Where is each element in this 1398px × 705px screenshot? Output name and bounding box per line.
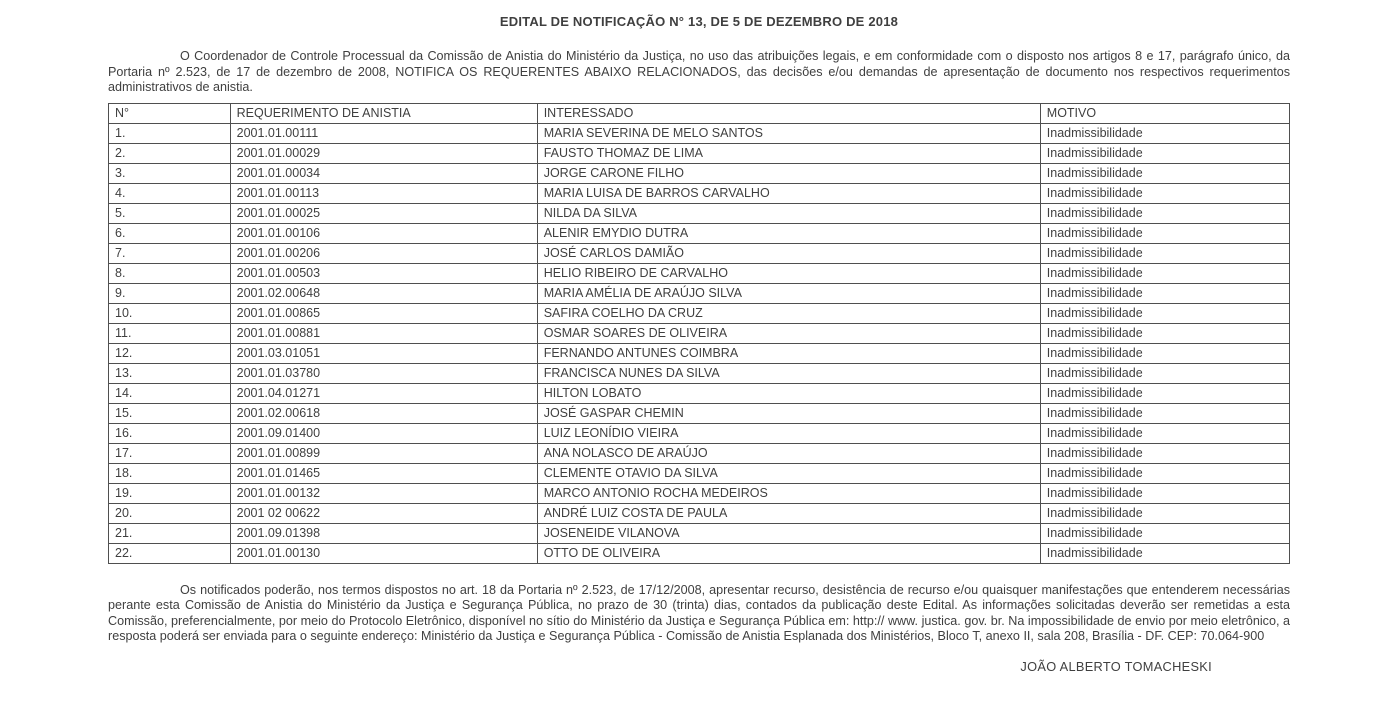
table-cell: 2001.01.01465 <box>230 463 537 483</box>
table-cell: Inadmissibilidade <box>1040 243 1289 263</box>
table-cell: 20. <box>109 503 231 523</box>
table-cell: 2001.01.03780 <box>230 363 537 383</box>
page-title: EDITAL DE NOTIFICAÇÃO N° 13, DE 5 DE DEZEMBRO DE 2018 <box>499 14 899 29</box>
table-row <box>109 183 1290 203</box>
table-row <box>109 323 1290 343</box>
table-cell: Inadmissibilidade <box>1040 383 1289 403</box>
table-row <box>109 463 1290 483</box>
table-cell: Inadmissibilidade <box>1040 343 1289 363</box>
table-cell: Inadmissibilidade <box>1040 463 1289 483</box>
table-cell: 11. <box>109 323 231 343</box>
table-cell: 3. <box>109 163 231 183</box>
table-cell: Inadmissibilidade <box>1040 183 1289 203</box>
table-row <box>109 263 1290 283</box>
table-cell: Inadmissibilidade <box>1040 503 1289 523</box>
table-row <box>109 423 1290 443</box>
table-cell: 21. <box>109 523 231 543</box>
table-cell: 14. <box>109 383 231 403</box>
table-row <box>109 143 1290 163</box>
table-cell: 4. <box>109 183 231 203</box>
closing-paragraph: Os notificados poderão, nos termos dispostos no art. 18 da Portaria nº 2.523, de 17/12/2008, apresentar recurso, desistência de recurso e/ou quaisquer manifestações que entenderem necessárias perante esta Comissão de Anistia do Ministério da Justiça e Segurança Pública, no prazo de 30 (trinta) dias, contados da publicação deste Edital. As informações solicitadas deverão ser remetidas a esta Comissão, preferencialmente, por meio do Protocolo Eletrônico, disponível no sítio do Ministério da Justiça e Segurança Pública em: http:// www. justica. gov. br. Na impossibilidade de envio por meio eletrônico, a resposta poderá ser enviada para o seguinte endereço: Ministério da Justiça e Segurança Pública - Comissão de Anistia Esplanada dos Ministérios, Bloco T, anexo II, sala 208, Brasília - DF. CEP: 70.064-900 <box>108 582 1290 643</box>
table-cell: 2001.09.01398 <box>230 523 537 543</box>
table-cell: Inadmissibilidade <box>1040 363 1289 383</box>
table-cell: 13. <box>109 363 231 383</box>
table-cell: 2001.01.00029 <box>230 143 537 163</box>
table-row <box>109 283 1290 303</box>
table-cell: 12. <box>109 343 231 363</box>
table-row <box>109 163 1290 183</box>
table-cell: 19. <box>109 483 231 503</box>
table-row <box>109 503 1290 523</box>
notification-table <box>108 103 1290 564</box>
table-cell: 2001.01.00206 <box>230 243 537 263</box>
table-cell: ANA NOLASCO DE ARAÚJO <box>537 443 1040 463</box>
table-cell: Inadmissibilidade <box>1040 283 1289 303</box>
table-row <box>109 223 1290 243</box>
table-cell: 2001.01.00106 <box>230 223 537 243</box>
table-cell: Inadmissibilidade <box>1040 523 1289 543</box>
table-row <box>109 123 1290 143</box>
table-cell: 2001.01.00132 <box>230 483 537 503</box>
table-row <box>109 483 1290 503</box>
table-cell: 16. <box>109 423 231 443</box>
table-cell: 2001 02 00622 <box>230 503 537 523</box>
table-cell: 2001.02.00618 <box>230 403 537 423</box>
table-cell: 5. <box>109 203 231 223</box>
table-cell: MARIA AMÉLIA DE ARAÚJO SILVA <box>537 283 1040 303</box>
column-header-interessado: INTERESSADO <box>537 103 1040 123</box>
column-header-requerimento: REQUERIMENTO DE ANISTIA <box>230 103 537 123</box>
table-cell: Inadmissibilidade <box>1040 443 1289 463</box>
table-cell: 2001.03.01051 <box>230 343 537 363</box>
signature-name: JOÃO ALBERTO TOMACHESKI <box>1020 658 1212 674</box>
table-cell: Inadmissibilidade <box>1040 203 1289 223</box>
table-cell: MARIA SEVERINA DE MELO SANTOS <box>537 123 1040 143</box>
table-cell: 2001.01.00025 <box>230 203 537 223</box>
table-row <box>109 543 1290 563</box>
table-cell: 8. <box>109 263 231 283</box>
table-cell: 22. <box>109 543 231 563</box>
table-cell: 2001.01.00130 <box>230 543 537 563</box>
table-row <box>109 303 1290 323</box>
table-cell: 2001.01.00111 <box>230 123 537 143</box>
table-row <box>109 363 1290 383</box>
table-cell: 9. <box>109 283 231 303</box>
table-cell: SAFIRA COELHO DA CRUZ <box>537 303 1040 323</box>
table-cell: HILTON LOBATO <box>537 383 1040 403</box>
table-cell: MARCO ANTONIO ROCHA MEDEIROS <box>537 483 1040 503</box>
table-cell: HELIO RIBEIRO DE CARVALHO <box>537 263 1040 283</box>
table-cell: MARIA LUISA DE BARROS CARVALHO <box>537 183 1040 203</box>
table-cell: NILDA DA SILVA <box>537 203 1040 223</box>
table-cell: FAUSTO THOMAZ DE LIMA <box>537 143 1040 163</box>
table-cell: FRANCISCA NUNES DA SILVA <box>537 363 1040 383</box>
table-cell: 2001.01.00865 <box>230 303 537 323</box>
table-cell: 2001.04.01271 <box>230 383 537 403</box>
table-cell: 2001.01.00034 <box>230 163 537 183</box>
table-cell: 2001.01.00881 <box>230 323 537 343</box>
table-cell: 1. <box>109 123 231 143</box>
intro-paragraph: O Coordenador de Controle Processual da Comissão de Anistia do Ministério da Justiça, no uso das atribuições legais, e em conformidade com o disposto nos artigos 8 e 17, parágrafo único, da Portaria nº 2.523, de 17 de dezembro de 2008, NOTIFICA OS REQUERENTES ABAIXO RELACIONADOS, das decisões e/ou demandas de apresentação de documento nos respectivos requerimentos administrativos de anistia. <box>108 49 1290 94</box>
table-cell: LUIZ LEONÍDIO VIEIRA <box>537 423 1040 443</box>
table-cell: Inadmissibilidade <box>1040 163 1289 183</box>
table-cell: Inadmissibilidade <box>1040 323 1289 343</box>
table-cell: JOSENEIDE VILANOVA <box>537 523 1040 543</box>
table-cell: 6. <box>109 223 231 243</box>
table-cell: Inadmissibilidade <box>1040 123 1289 143</box>
table-row <box>109 243 1290 263</box>
table-row <box>109 523 1290 543</box>
table-cell: CLEMENTE OTAVIO DA SILVA <box>537 463 1040 483</box>
table-cell: Inadmissibilidade <box>1040 143 1289 163</box>
table-cell: Inadmissibilidade <box>1040 423 1289 443</box>
table-cell: 10. <box>109 303 231 323</box>
table-cell: Inadmissibilidade <box>1040 223 1289 243</box>
table-cell: OSMAR SOARES DE OLIVEIRA <box>537 323 1040 343</box>
table-cell: Inadmissibilidade <box>1040 403 1289 423</box>
table-cell: 18. <box>109 463 231 483</box>
table-cell: 2001.09.01400 <box>230 423 537 443</box>
table-cell: JOSÉ GASPAR CHEMIN <box>537 403 1040 423</box>
table-cell: 2001.02.00648 <box>230 283 537 303</box>
table-cell: 7. <box>109 243 231 263</box>
table-row <box>109 403 1290 423</box>
table-cell: Inadmissibilidade <box>1040 303 1289 323</box>
column-header-numero: N° <box>109 103 231 123</box>
table-row <box>109 343 1290 363</box>
table-cell: JOSÉ CARLOS DAMIÃO <box>537 243 1040 263</box>
table-cell: Inadmissibilidade <box>1040 483 1289 503</box>
table-cell: Inadmissibilidade <box>1040 543 1289 563</box>
table-cell: OTTO DE OLIVEIRA <box>537 543 1040 563</box>
table-row <box>109 203 1290 223</box>
table-cell: 2. <box>109 143 231 163</box>
table-cell: JORGE CARONE FILHO <box>537 163 1040 183</box>
table-cell: FERNANDO ANTUNES COIMBRA <box>537 343 1040 363</box>
table-cell: 2001.01.00503 <box>230 263 537 283</box>
table-row <box>109 443 1290 463</box>
table-cell: Inadmissibilidade <box>1040 263 1289 283</box>
table-body <box>109 123 1290 563</box>
column-header-motivo: MOTIVO <box>1040 103 1289 123</box>
table-cell: ALENIR EMYDIO DUTRA <box>537 223 1040 243</box>
table-cell: ANDRÉ LUIZ COSTA DE PAULA <box>537 503 1040 523</box>
table-cell: 17. <box>109 443 231 463</box>
table-row <box>109 383 1290 403</box>
table-cell: 15. <box>109 403 231 423</box>
table-cell: 2001.01.00899 <box>230 443 537 463</box>
table-header-row <box>109 103 1290 123</box>
table-cell: 2001.01.00113 <box>230 183 537 203</box>
table-header <box>109 103 1290 123</box>
